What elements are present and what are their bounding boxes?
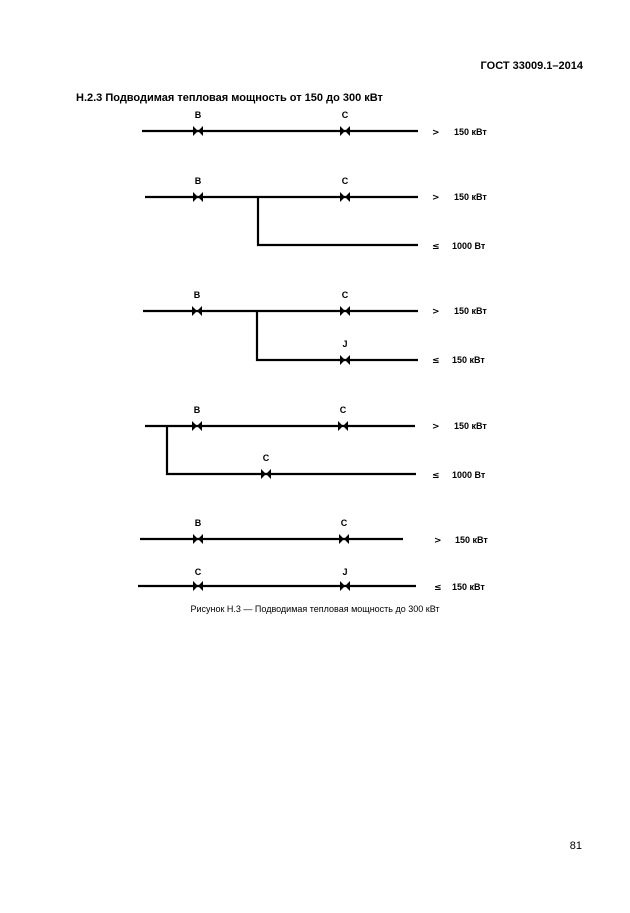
valve-icon <box>192 421 197 431</box>
output-value: 150 кВт <box>452 582 485 592</box>
valve-label: B <box>193 405 201 415</box>
output-value: 150 кВт <box>454 192 487 202</box>
comparison-symbol: > <box>434 536 442 546</box>
output-value: 150 кВт <box>454 127 487 137</box>
output-value: 1000 Вт <box>452 241 486 251</box>
valve-label: B <box>194 518 202 528</box>
valve-label: B <box>194 110 202 120</box>
valve-icon <box>345 355 350 365</box>
valve-icon <box>198 581 203 591</box>
output-value: 150 кВт <box>454 306 487 316</box>
output-value: 1000 Вт <box>452 470 486 480</box>
valve-icon <box>345 126 350 136</box>
diagram-1 <box>142 110 487 138</box>
valve-icon <box>340 126 345 136</box>
valve-icon <box>261 469 266 479</box>
valve-icon <box>193 581 198 591</box>
valve-icon <box>339 534 344 544</box>
diagram-2 <box>145 176 487 252</box>
valve-label: C <box>341 110 349 120</box>
valve-icon <box>192 306 197 316</box>
comparison-symbol: > <box>432 193 440 203</box>
branch-pipe-line <box>258 197 418 245</box>
valve-label: C <box>194 567 202 577</box>
valve-icon <box>193 126 198 136</box>
valve-icon <box>340 581 345 591</box>
output-value: 150 кВт <box>455 535 488 545</box>
valve-label: J <box>342 567 348 577</box>
valve-icon <box>340 192 345 202</box>
comparison-symbol: ≤ <box>434 583 442 593</box>
valve-icon <box>340 306 345 316</box>
valve-label: C <box>340 518 348 528</box>
page-number: 81 <box>569 840 582 852</box>
valve-label: C <box>341 176 349 186</box>
output-value: 150 кВт <box>452 355 485 365</box>
section-title: Н.2.3 Подводимая тепловая мощность от 150 до 300 кВт <box>76 92 383 104</box>
valve-icon <box>266 469 271 479</box>
valve-icon <box>340 355 345 365</box>
diagram-5 <box>138 518 488 593</box>
valve-icon <box>345 306 350 316</box>
document-standard-header: ГОСТ 33009.1–2014 <box>480 60 583 72</box>
output-value: 150 кВт <box>454 421 487 431</box>
valve-icon <box>345 192 350 202</box>
branch-pipe-line <box>257 311 418 360</box>
valve-label: C <box>339 405 347 415</box>
valve-label: B <box>194 176 202 186</box>
valve-icon <box>343 421 348 431</box>
valve-icon <box>197 306 202 316</box>
figure-caption: Рисунок Н.3 — Подводимая тепловая мощность до 300 кВт <box>190 604 440 614</box>
comparison-symbol: > <box>432 422 440 432</box>
diagram-3 <box>143 290 487 366</box>
diagram-4 <box>145 405 487 481</box>
valve-label: C <box>262 453 270 463</box>
comparison-symbol: > <box>432 128 440 138</box>
valve-icon <box>193 192 198 202</box>
valve-icon <box>338 421 343 431</box>
comparison-symbol: ≤ <box>432 471 440 481</box>
valve-icon <box>198 534 203 544</box>
comparison-symbol: ≤ <box>432 356 440 366</box>
valve-label: J <box>342 339 348 349</box>
valve-label: B <box>193 290 201 300</box>
branch-pipe-line <box>167 426 416 474</box>
comparison-symbol: > <box>432 307 440 317</box>
valve-label: C <box>341 290 349 300</box>
valve-icon <box>198 126 203 136</box>
comparison-symbol: ≤ <box>432 242 440 252</box>
valve-icon <box>345 581 350 591</box>
valve-icon <box>197 421 202 431</box>
valve-icon <box>193 534 198 544</box>
valve-icon <box>344 534 349 544</box>
valve-icon <box>198 192 203 202</box>
